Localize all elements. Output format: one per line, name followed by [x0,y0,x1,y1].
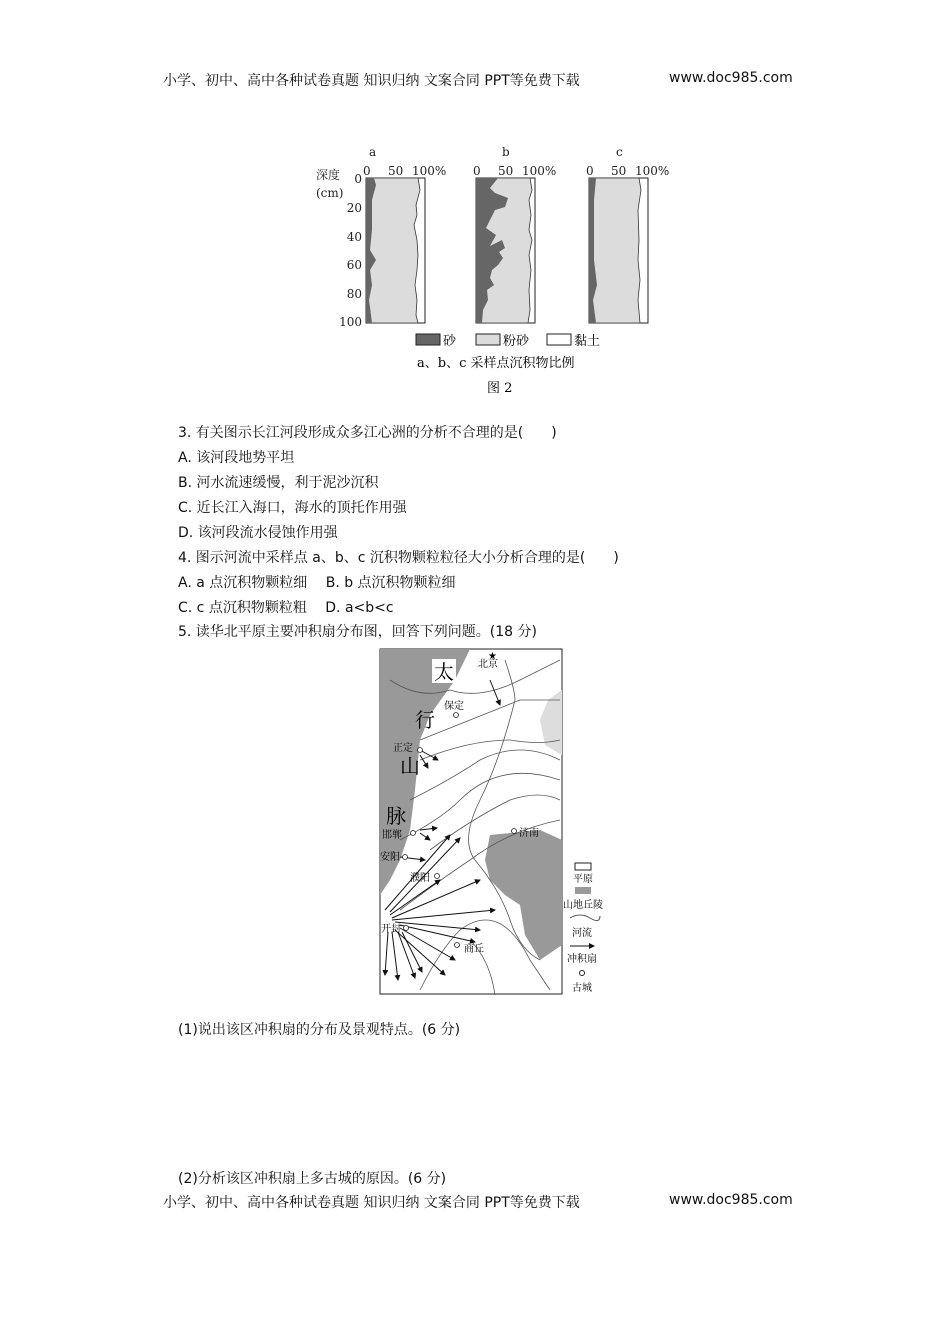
page-header [163,70,793,90]
header-url[interactable]: www.doc985.com [669,70,793,86]
legend-mountain: 山地丘陵 [563,900,603,911]
option-3a: A. 该河段地势平坦 [178,450,295,466]
city-beijing: 北京 [478,659,498,670]
subquestion-1: (1)说出该区冲积扇的分布及景观特点。(6 分) [178,1022,461,1038]
svg-text:行: 行 [415,708,435,732]
city-kaifeng: 开封 [381,924,401,935]
panel-c [589,178,648,323]
question-5: 5. 读华北平原主要冲积扇分布图，回答下列问题。(18 分) [178,624,537,640]
option-3b: B. 河水流速缓慢，利于泥沙沉积 [178,475,379,491]
city-handan: 邯郸 [382,830,402,841]
legend-river: 河流 [572,928,592,939]
y-tick: 100 [339,315,362,329]
header-text: 小学、初中、高中各种试卷真题 知识归纳 文案合同 PPT等免费下载 [163,73,580,89]
figure-2-sediment-chart [300,140,680,400]
footer-text: 小学、初中、高中各种试卷真题 知识归纳 文案合同 PPT等免费下载 [163,1195,580,1211]
chart-legend [416,333,600,349]
figure-caption: 图 2 [487,381,513,396]
x-tick: 50 [611,164,627,178]
options-4ab: A. a 点沉积物颗粒细 B. b 点沉积物颗粒细 [178,575,456,591]
legend-plain: 平原 [573,874,593,885]
y-tick: 40 [346,230,362,244]
city-anyang: 安阳 [380,852,400,863]
y-tick: 80 [346,287,362,301]
city-baoding: 保定 [444,701,464,712]
x-tick: 50 [498,164,514,178]
figure-subtitle: a、b、c 采样点沉积物比例 [417,356,575,371]
option-3c: C. 近长江入海口，海水的顶托作用强 [178,500,407,516]
options-4cd: C. c 点沉积物颗粒粗 D. a<b<c [178,600,394,616]
legend-fan: 冲积扇 [567,954,597,965]
panel-label-c: c [616,145,623,159]
city-shangqiu: 商丘 [464,944,484,955]
panel-b [476,178,535,323]
alluvial-fan-map [375,645,615,1000]
svg-text:脉: 脉 [386,804,406,828]
svg-text:太: 太 [434,660,454,684]
question-3: 3. 有关图示长江河段形成众多江心洲的分析不合理的是( ) [178,425,557,441]
y-tick: 0 [354,172,362,186]
panel-a [366,178,425,323]
legend-clay: 黏土 [574,334,601,349]
y-label: 深度 [316,168,341,182]
map-legend [563,863,603,994]
panel-label-a: a [369,145,377,159]
x-tick: 0 [586,164,594,178]
x-tick: 100% [412,164,447,178]
city-puyang: 濮阳 [410,873,430,884]
x-tick: 50 [388,164,404,178]
page-footer [163,1192,793,1212]
y-unit: (cm) [316,186,344,200]
city-jinan: 济南 [519,828,539,839]
y-tick: 20 [346,201,362,215]
x-tick: 100% [635,164,670,178]
panel-label-b: b [502,145,510,159]
beijing-star-icon: ★ [488,651,497,662]
question-4: 4. 图示河流中采样点 a、b、c 沉积物颗粒粒径大小分析合理的是( ) [178,550,619,566]
legend-ancient-city: 古城 [572,983,592,994]
legend-sand: 砂 [443,334,457,349]
subquestion-2: (2)分析该区冲积扇上多古城的原因。(6 分) [178,1171,447,1187]
city-zhengding: 正定 [393,743,413,754]
y-tick: 60 [346,258,362,272]
option-3d: D. 该河段流水侵蚀作用强 [178,525,338,541]
footer-url[interactable]: www.doc985.com [669,1192,793,1208]
x-tick: 0 [363,164,371,178]
x-tick: 0 [473,164,481,178]
svg-text:山: 山 [400,754,420,778]
legend-silt: 粉砂 [503,334,530,349]
x-tick: 100% [522,164,557,178]
